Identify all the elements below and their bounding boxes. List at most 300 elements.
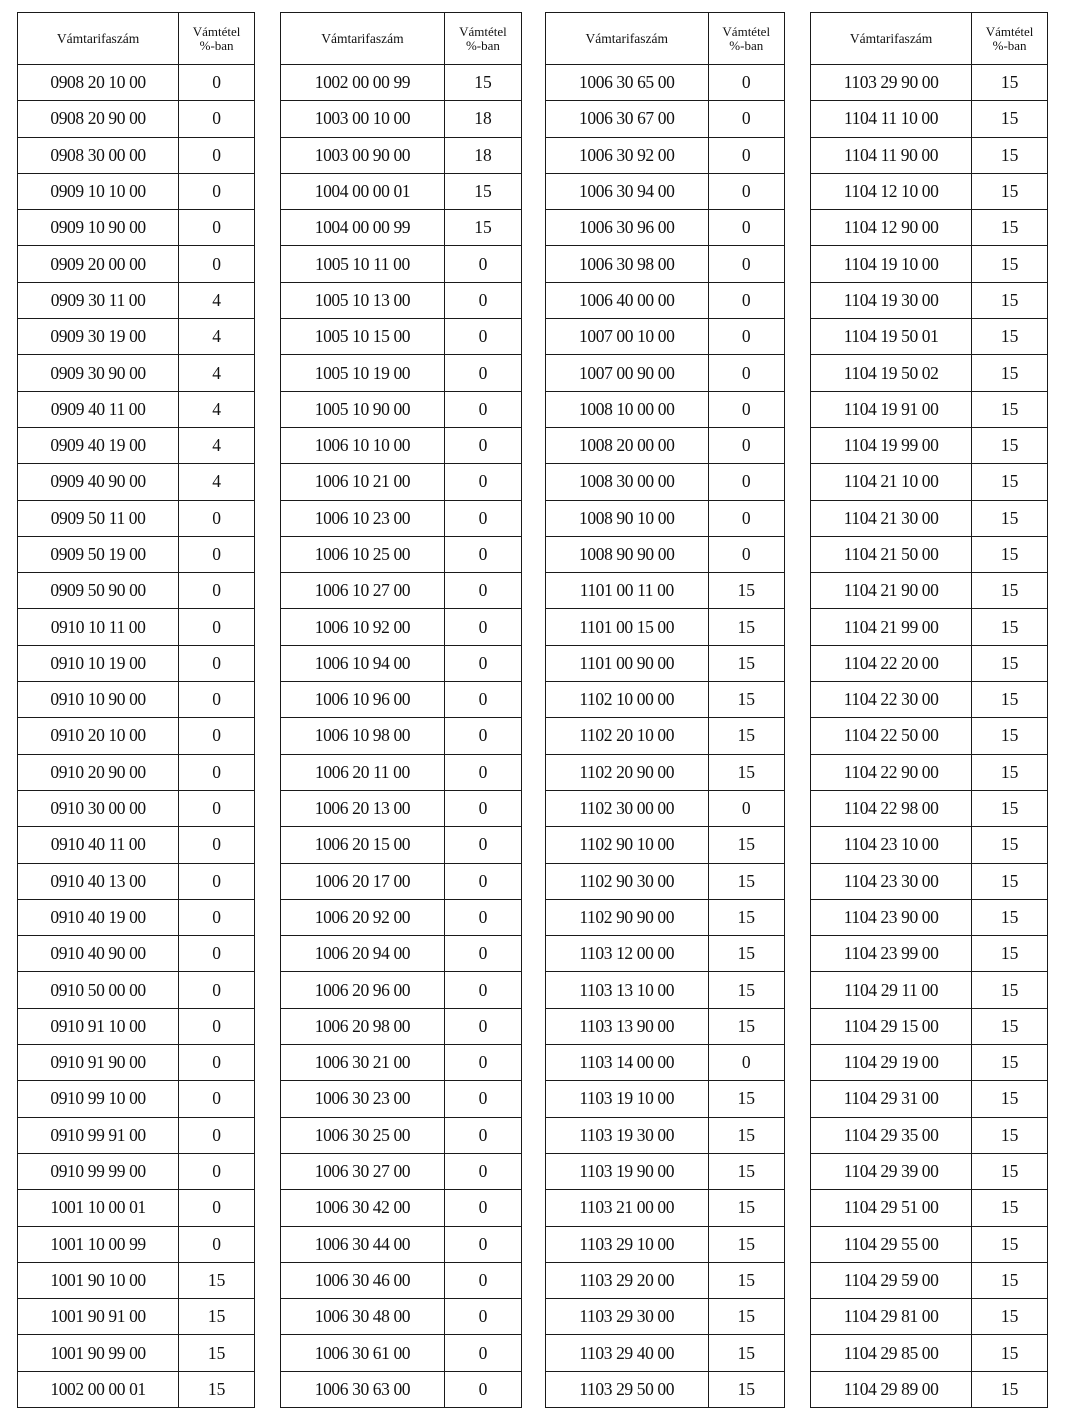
duty-rate-cell: 0 (179, 899, 255, 935)
tariff-code-cell: 1104 12 10 00 (811, 173, 972, 209)
table-row (18, 972, 255, 1008)
duty-rate-cell: 0 (444, 682, 521, 718)
duty-rate-cell: 15 (972, 1081, 1048, 1117)
table-row (811, 1335, 1048, 1371)
table-row (546, 936, 785, 972)
duty-rate-cell: 0 (179, 718, 255, 754)
duty-rate-cell: 15 (972, 863, 1048, 899)
table-row (546, 1008, 785, 1044)
duty-rate-cell: 15 (972, 1153, 1048, 1189)
duty-rate-cell: 15 (179, 1371, 255, 1407)
table-row (546, 790, 785, 826)
tariff-code-cell: 0909 40 19 00 (18, 427, 179, 463)
tariff-code-cell: 1006 20 11 00 (281, 754, 445, 790)
table-row (811, 137, 1048, 173)
table-row (18, 1117, 255, 1153)
duty-rate-header (179, 13, 255, 65)
duty-rate-cell: 15 (972, 645, 1048, 681)
tariff-code-cell: 1006 20 98 00 (281, 1008, 445, 1044)
duty-rate-cell: 0 (444, 536, 521, 572)
duty-rate-cell: 15 (708, 573, 784, 609)
duty-rate-cell: 0 (179, 65, 255, 101)
duty-rate-cell: 0 (444, 427, 521, 463)
tariff-code-cell: 1104 12 90 00 (811, 210, 972, 246)
tariff-code-cell: 1103 29 40 00 (546, 1335, 709, 1371)
table-row (18, 609, 255, 645)
duty-rate-cell: 15 (708, 936, 784, 972)
duty-rate-cell: 15 (972, 718, 1048, 754)
tariff-code-cell: 1003 00 10 00 (281, 101, 445, 137)
tariff-code-cell: 1006 30 92 00 (546, 137, 709, 173)
table-row (281, 536, 522, 572)
duty-rate-cell: 0 (179, 1153, 255, 1189)
table-row (281, 1335, 522, 1371)
tariff-code-cell: 1103 14 00 00 (546, 1045, 709, 1081)
table-row (546, 536, 785, 572)
tariff-code-cell: 1104 19 50 01 (811, 319, 972, 355)
table-row (546, 899, 785, 935)
tariff-code-cell: 1104 21 10 00 (811, 464, 972, 500)
tariff-code-cell: 1102 90 90 00 (546, 899, 709, 935)
duty-rate-cell: 0 (708, 464, 784, 500)
duty-rate-cell: 15 (444, 173, 521, 209)
table-row (811, 972, 1048, 1008)
tariff-code-cell: 1006 20 13 00 (281, 790, 445, 826)
table-row (18, 65, 255, 101)
table-row (18, 464, 255, 500)
tariff-code-cell: 1104 21 90 00 (811, 573, 972, 609)
duty-rate-cell: 15 (708, 718, 784, 754)
tariff-code-cell: 0910 40 13 00 (18, 863, 179, 899)
duty-rate-cell: 15 (972, 246, 1048, 282)
table-row (546, 754, 785, 790)
duty-rate-cell: 15 (972, 1008, 1048, 1044)
duty-rate-cell: 0 (444, 1262, 521, 1298)
tariff-code-cell: 1001 90 10 00 (18, 1262, 179, 1298)
duty-rate-cell: 15 (972, 1299, 1048, 1335)
duty-rate-cell: 15 (708, 1335, 784, 1371)
tariff-code-cell: 1104 21 99 00 (811, 609, 972, 645)
table-row (811, 1190, 1048, 1226)
tariff-code-cell: 1004 00 00 99 (281, 210, 445, 246)
tariff-code-cell: 1101 00 15 00 (546, 609, 709, 645)
tariff-table-body (281, 65, 522, 1408)
table-row (18, 355, 255, 391)
tariff-code-cell: 1104 19 50 02 (811, 355, 972, 391)
table-row (18, 500, 255, 536)
duty-rate-cell: 0 (444, 609, 521, 645)
duty-rate-cell: 0 (179, 827, 255, 863)
table-row (546, 609, 785, 645)
tariff-code-cell: 0910 10 90 00 (18, 682, 179, 718)
duty-rate-cell: 0 (179, 500, 255, 536)
table-row (281, 790, 522, 826)
table-row (811, 899, 1048, 935)
tariff-code-cell: 1006 30 94 00 (546, 173, 709, 209)
table-row (18, 936, 255, 972)
table-row (281, 464, 522, 500)
tariff-code-cell: 1006 10 21 00 (281, 464, 445, 500)
duty-rate-header-line2: %-ban (729, 38, 764, 53)
tariff-table-body (546, 65, 785, 1408)
table-row (281, 210, 522, 246)
tariff-code-cell: 0910 20 10 00 (18, 718, 179, 754)
tariff-code-cell: 1006 30 61 00 (281, 1335, 445, 1371)
duty-rate-cell: 15 (708, 972, 784, 1008)
table-row (811, 246, 1048, 282)
duty-rate-header (708, 13, 784, 65)
table-row (811, 1226, 1048, 1262)
tariff-code-cell: 1006 20 92 00 (281, 899, 445, 935)
table-row (18, 1008, 255, 1044)
duty-rate-cell: 15 (972, 609, 1048, 645)
duty-rate-cell: 0 (708, 1045, 784, 1081)
tariff-code-cell: 1006 30 23 00 (281, 1081, 445, 1117)
tariff-code-cell: 1104 29 19 00 (811, 1045, 972, 1081)
duty-rate-cell: 15 (179, 1299, 255, 1335)
tariff-code-cell: 1103 29 20 00 (546, 1262, 709, 1298)
duty-rate-cell: 4 (179, 282, 255, 318)
duty-rate-cell: 0 (179, 101, 255, 137)
duty-rate-cell: 0 (179, 536, 255, 572)
duty-rate-cell: 0 (708, 137, 784, 173)
table-row (18, 573, 255, 609)
tariff-code-cell: 0908 30 00 00 (18, 137, 179, 173)
duty-rate-cell: 0 (444, 282, 521, 318)
table-row (18, 1262, 255, 1298)
table-row (811, 609, 1048, 645)
table-row (18, 1226, 255, 1262)
tariff-code-cell: 1104 29 55 00 (811, 1226, 972, 1262)
table-row (811, 464, 1048, 500)
tariff-code-cell: 0909 30 90 00 (18, 355, 179, 391)
tariff-code-cell: 1004 00 00 01 (281, 173, 445, 209)
duty-rate-header-line2: %-ban (992, 38, 1027, 53)
table-row (546, 65, 785, 101)
duty-rate-cell: 4 (179, 391, 255, 427)
duty-rate-cell: 0 (444, 754, 521, 790)
tariff-code-cell: 0910 10 19 00 (18, 645, 179, 681)
table-row (811, 936, 1048, 972)
tariff-code-cell: 1006 30 65 00 (546, 65, 709, 101)
duty-rate-cell: 15 (708, 645, 784, 681)
tariff-code-cell: 1104 22 20 00 (811, 645, 972, 681)
duty-rate-cell: 0 (179, 173, 255, 209)
tariff-code-cell: 1006 30 25 00 (281, 1117, 445, 1153)
duty-rate-cell: 15 (708, 827, 784, 863)
duty-rate-cell: 0 (179, 1117, 255, 1153)
table-row (811, 536, 1048, 572)
duty-rate-cell: 15 (708, 1299, 784, 1335)
duty-rate-cell: 15 (972, 464, 1048, 500)
tariff-code-cell: 1104 22 98 00 (811, 790, 972, 826)
table-row (18, 246, 255, 282)
duty-rate-cell: 0 (708, 355, 784, 391)
table-row (811, 210, 1048, 246)
table-row (281, 1262, 522, 1298)
table-row (546, 464, 785, 500)
table-row (811, 173, 1048, 209)
tariff-table-1 (17, 12, 255, 1408)
table-row (18, 899, 255, 935)
tariff-code-cell: 0909 10 10 00 (18, 173, 179, 209)
table-row (281, 101, 522, 137)
duty-rate-cell: 4 (179, 427, 255, 463)
tariff-code-cell: 1001 10 00 01 (18, 1190, 179, 1226)
table-row (546, 972, 785, 1008)
tariff-code-cell: 1005 10 90 00 (281, 391, 445, 427)
tariff-code-cell: 0910 99 99 00 (18, 1153, 179, 1189)
duty-rate-cell: 0 (179, 1081, 255, 1117)
table-row (281, 391, 522, 427)
duty-rate-cell: 15 (972, 1117, 1048, 1153)
tariff-code-cell: 0910 10 11 00 (18, 609, 179, 645)
table-row (811, 1081, 1048, 1117)
table-row (811, 754, 1048, 790)
tariff-code-cell: 1006 20 15 00 (281, 827, 445, 863)
tariff-code-cell: 1008 10 00 00 (546, 391, 709, 427)
tariff-code-cell: 1008 90 90 00 (546, 536, 709, 572)
tariff-code-cell: 0910 99 10 00 (18, 1081, 179, 1117)
tariff-code-cell: 1006 30 67 00 (546, 101, 709, 137)
table-row (18, 427, 255, 463)
tariff-code-cell: 1102 20 10 00 (546, 718, 709, 754)
table-row (546, 1299, 785, 1335)
duty-rate-cell: 18 (444, 137, 521, 173)
duty-rate-cell: 0 (444, 500, 521, 536)
table-row (281, 282, 522, 318)
tariff-code-cell: 1104 23 99 00 (811, 936, 972, 972)
table-row (18, 1045, 255, 1081)
table-row (811, 1262, 1048, 1298)
tariff-code-cell: 1104 22 30 00 (811, 682, 972, 718)
tariff-code-cell: 1104 29 31 00 (811, 1081, 972, 1117)
table-row (18, 282, 255, 318)
tariff-code-cell: 1104 21 30 00 (811, 500, 972, 536)
duty-rate-cell: 15 (972, 536, 1048, 572)
duty-rate-cell: 0 (444, 573, 521, 609)
duty-rate-cell: 15 (972, 972, 1048, 1008)
duty-rate-cell: 0 (179, 863, 255, 899)
table-row (811, 682, 1048, 718)
table-row (281, 355, 522, 391)
duty-rate-cell: 15 (708, 754, 784, 790)
tariff-code-cell: 0910 20 90 00 (18, 754, 179, 790)
duty-rate-cell: 15 (972, 101, 1048, 137)
table-row (546, 1262, 785, 1298)
tariff-code-cell: 0909 50 90 00 (18, 573, 179, 609)
tariff-code-cell: 0909 50 11 00 (18, 500, 179, 536)
table-row (546, 173, 785, 209)
duty-rate-cell: 0 (444, 718, 521, 754)
table-row (811, 101, 1048, 137)
tariff-code-cell: 0910 30 00 00 (18, 790, 179, 826)
duty-rate-cell: 15 (708, 1008, 784, 1044)
table-row (18, 1371, 255, 1407)
tariff-code-cell: 1002 00 00 99 (281, 65, 445, 101)
table-row (546, 682, 785, 718)
table-row (281, 246, 522, 282)
table-row (811, 573, 1048, 609)
tariff-code-cell: 1103 19 30 00 (546, 1117, 709, 1153)
duty-rate-cell: 15 (972, 754, 1048, 790)
duty-rate-cell: 0 (708, 65, 784, 101)
duty-rate-cell: 15 (972, 899, 1048, 935)
duty-rate-cell: 15 (972, 500, 1048, 536)
table-row (546, 319, 785, 355)
tariff-code-cell: 1104 11 90 00 (811, 137, 972, 173)
table-row (811, 1045, 1048, 1081)
tariff-code-cell: 1006 20 94 00 (281, 936, 445, 972)
table-row (546, 1190, 785, 1226)
table-row (281, 1299, 522, 1335)
tariff-code-cell: 1102 90 10 00 (546, 827, 709, 863)
table-row (811, 282, 1048, 318)
duty-rate-cell: 0 (444, 863, 521, 899)
duty-rate-cell: 0 (444, 464, 521, 500)
tariff-code-cell: 1006 30 21 00 (281, 1045, 445, 1081)
table-row (281, 827, 522, 863)
tariff-code-cell: 1006 40 00 00 (546, 282, 709, 318)
table-row (18, 173, 255, 209)
tariff-code-cell: 1104 23 30 00 (811, 863, 972, 899)
duty-rate-cell: 0 (444, 355, 521, 391)
tariff-code-cell: 1006 30 96 00 (546, 210, 709, 246)
table-row (18, 391, 255, 427)
duty-rate-cell: 15 (708, 1153, 784, 1189)
tariff-code-cell: 1008 90 10 00 (546, 500, 709, 536)
duty-rate-cell: 15 (972, 173, 1048, 209)
table-row (281, 899, 522, 935)
duty-rate-cell: 4 (179, 464, 255, 500)
tariff-code-cell: 1102 20 90 00 (546, 754, 709, 790)
duty-rate-header (444, 13, 521, 65)
table-header-row (18, 13, 255, 65)
table-row (811, 1117, 1048, 1153)
duty-rate-cell: 0 (444, 1117, 521, 1153)
table-row (811, 65, 1048, 101)
table-row (281, 1008, 522, 1044)
duty-rate-cell: 15 (708, 899, 784, 935)
tariff-table-2 (280, 12, 522, 1408)
tariff-code-cell: 1104 29 11 00 (811, 972, 972, 1008)
table-row (546, 500, 785, 536)
duty-rate-cell: 0 (179, 609, 255, 645)
duty-rate-cell: 15 (972, 282, 1048, 318)
table-row (18, 1153, 255, 1189)
table-row (281, 1190, 522, 1226)
tariff-code-cell: 1103 29 10 00 (546, 1226, 709, 1262)
duty-rate-cell: 15 (972, 391, 1048, 427)
table-row (546, 282, 785, 318)
duty-rate-cell: 0 (444, 319, 521, 355)
table-row (281, 645, 522, 681)
duty-rate-cell: 0 (179, 573, 255, 609)
table-row (18, 101, 255, 137)
tariff-code-header: Vámtarifaszám (18, 13, 179, 65)
table-row (546, 863, 785, 899)
table-row (546, 427, 785, 463)
tariff-code-cell: 0909 50 19 00 (18, 536, 179, 572)
duty-rate-cell: 0 (444, 645, 521, 681)
table-row (546, 1335, 785, 1371)
table-row (281, 1045, 522, 1081)
tariff-code-cell: 1006 10 25 00 (281, 536, 445, 572)
tariff-code-cell: 1104 29 89 00 (811, 1371, 972, 1407)
tariff-code-cell: 1103 19 10 00 (546, 1081, 709, 1117)
tariff-code-cell: 1103 19 90 00 (546, 1153, 709, 1189)
tariff-code-cell: 1005 10 19 00 (281, 355, 445, 391)
table-row (18, 827, 255, 863)
duty-rate-cell: 15 (972, 1190, 1048, 1226)
tariff-code-cell: 1103 21 00 00 (546, 1190, 709, 1226)
tariff-code-cell: 1104 19 99 00 (811, 427, 972, 463)
table-row (811, 1299, 1048, 1335)
table-row (18, 754, 255, 790)
duty-rate-cell: 0 (179, 754, 255, 790)
duty-rate-header-line2: %-ban (199, 38, 234, 53)
tariff-code-cell: 1006 30 27 00 (281, 1153, 445, 1189)
tariff-code-cell: 1006 10 27 00 (281, 573, 445, 609)
duty-rate-header-line1: Vámtétel (985, 24, 1034, 39)
tariff-code-cell: 0909 10 90 00 (18, 210, 179, 246)
table-header-row (546, 13, 785, 65)
tariff-code-cell: 1008 30 00 00 (546, 464, 709, 500)
duty-rate-cell: 15 (708, 1190, 784, 1226)
duty-rate-cell: 15 (972, 573, 1048, 609)
duty-rate-cell: 15 (179, 1262, 255, 1298)
table-row (811, 1008, 1048, 1044)
duty-rate-cell: 0 (444, 1045, 521, 1081)
tariff-code-cell: 1006 30 46 00 (281, 1262, 445, 1298)
table-row (18, 718, 255, 754)
tariff-code-cell: 1006 20 17 00 (281, 863, 445, 899)
duty-rate-cell: 15 (708, 1262, 784, 1298)
duty-rate-cell: 0 (708, 319, 784, 355)
table-row (546, 246, 785, 282)
table-row (546, 1371, 785, 1407)
tariff-table-body (18, 65, 255, 1408)
tariff-code-cell: 1104 23 10 00 (811, 827, 972, 863)
table-row (281, 754, 522, 790)
tariff-code-cell: 1104 19 30 00 (811, 282, 972, 318)
table-header-row (281, 13, 522, 65)
tariff-code-cell: 1006 30 42 00 (281, 1190, 445, 1226)
duty-rate-cell: 0 (444, 1335, 521, 1371)
tariff-code-cell: 1001 90 91 00 (18, 1299, 179, 1335)
duty-rate-cell: 15 (972, 1262, 1048, 1298)
tariff-code-cell: 1006 10 98 00 (281, 718, 445, 754)
table-row (18, 1335, 255, 1371)
duty-rate-cell: 0 (179, 246, 255, 282)
tariff-code-cell: 1104 19 91 00 (811, 391, 972, 427)
tariff-code-cell: 1102 30 00 00 (546, 790, 709, 826)
duty-rate-cell: 15 (972, 355, 1048, 391)
duty-rate-cell: 15 (972, 1371, 1048, 1407)
tariff-code-cell: 1104 29 51 00 (811, 1190, 972, 1226)
table-row (546, 1045, 785, 1081)
tariff-code-cell: 1008 20 00 00 (546, 427, 709, 463)
duty-rate-cell: 18 (444, 101, 521, 137)
duty-rate-cell: 0 (179, 210, 255, 246)
tariff-code-cell: 1101 00 11 00 (546, 573, 709, 609)
table-row (281, 1153, 522, 1189)
table-row (18, 1299, 255, 1335)
tariff-code-cell: 1001 90 99 00 (18, 1335, 179, 1371)
duty-rate-cell: 0 (444, 1081, 521, 1117)
duty-rate-cell: 0 (179, 645, 255, 681)
table-row (18, 863, 255, 899)
